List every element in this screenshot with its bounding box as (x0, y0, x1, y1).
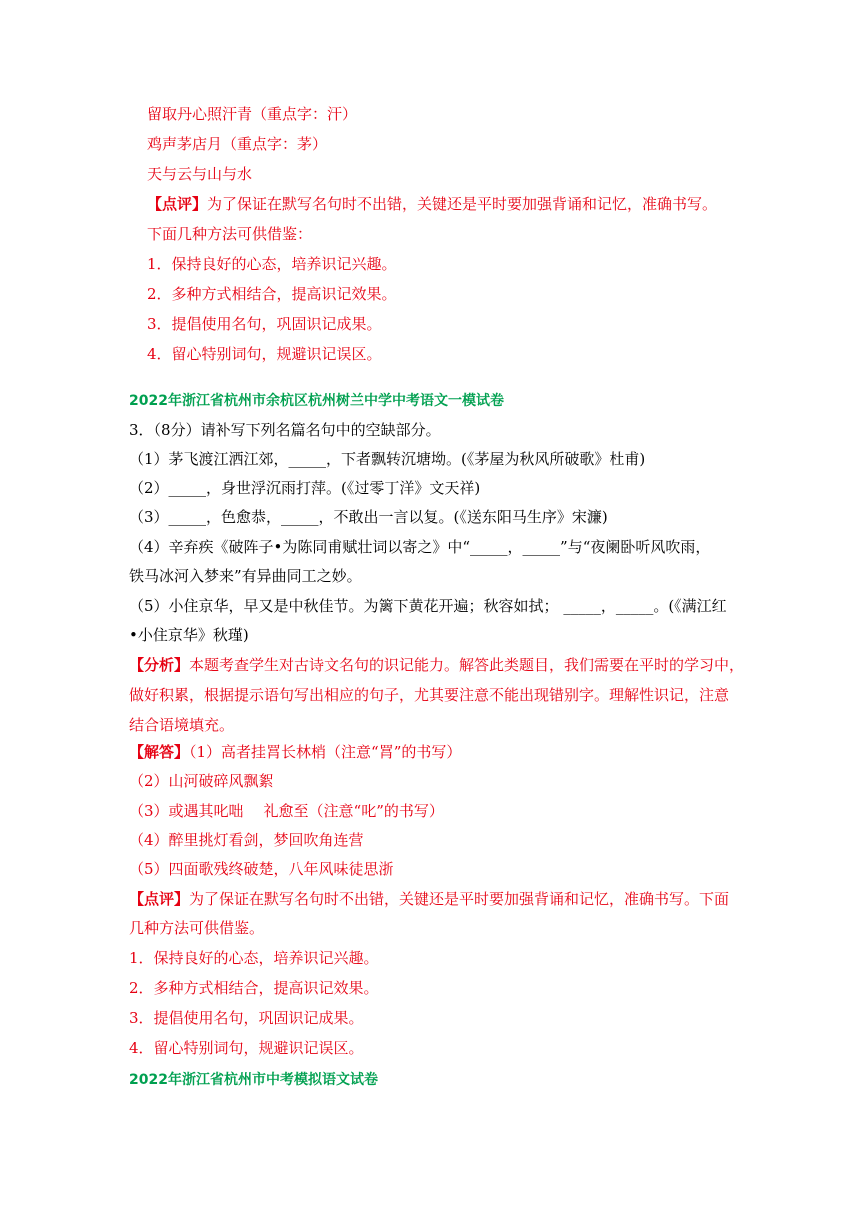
method-item: 1．保持良好的心态，培养识记兴趣。 (147, 255, 397, 273)
question-item-cont: •小住京华》秋瑾) (129, 626, 249, 644)
answer-line-3: 天与云与山与水 (147, 165, 253, 183)
comment-tag: 【点评】 (147, 195, 208, 213)
question-item: （2）_____，身世浮沉雨打萍。(《过零丁洋》文天祥) (129, 479, 481, 497)
method-item: 1．保持良好的心态，培养识记兴趣。 (129, 949, 379, 967)
comment-text: 为了保证在默写名句时不出错，关键还是平时要加强背诵和记忆，准确书写。下面 (189, 890, 730, 908)
answer-line-1: 留取丹心照汗青（重点字：汗） (147, 105, 358, 123)
answer-item-3-part2: 礼愈至（注意“叱”的书写） (263, 802, 444, 820)
method-item: 4．留心特别词句，规避识记误区。 (147, 345, 382, 363)
section-heading: 2022年浙江省杭州市余杭区杭州树兰中学中考语文一模试卷 (129, 393, 504, 409)
question-item: （1）茅飞渡江洒江郊，_____，下者飘转沉塘坳。(《茅屋为秋风所破歌》杜甫) (129, 450, 646, 468)
method-item: 3．提倡使用名句，巩固识记成果。 (147, 315, 382, 333)
analysis-tag: 【分析】 (129, 656, 190, 674)
answer-item-3 (129, 801, 444, 821)
section-heading: 2022年浙江省杭州市中考模拟语文试卷 (129, 1072, 378, 1088)
answer-item: （5）四面歌残终破楚，八年风味徒思浙 (129, 860, 394, 878)
analysis-line: 结合语境填充。 (129, 716, 235, 734)
answer-item: （2）山河破碎风飘絮 (129, 772, 274, 790)
question-item: （3）_____，色愈恭，_____，不敢出一言以复。(《送东阳马生序》宋濂) (129, 508, 608, 526)
answer-item-3-part1: （3）或遇其叱咄 (129, 802, 244, 820)
analysis-paragraph (129, 655, 744, 675)
answer-paragraph (129, 742, 461, 762)
question-item: （5）小住京华，早又是中秋佳节。为篱下黄花开遍；秋容如拭； _____，_____。(《满江红 (129, 597, 727, 615)
question-item-cont: 铁马冰河入梦来”有异曲同工之妙。 (129, 567, 362, 585)
answer-tag: 【解答】 (129, 743, 190, 761)
comment-paragraph (129, 889, 729, 909)
analysis-line: 做好积累，根据提示语句写出相应的句子，尤其要注意不能出现错别字。理解性识记，注意 (129, 686, 730, 704)
question-item: （4）辛弃疾《破阵子•为陈同甫赋壮词以寄之》中“_____，_____”与“夜阑卧听风吹雨， (129, 538, 711, 556)
methods-intro: 下面几种方法可供借鉴： (147, 225, 313, 243)
method-item: 4．留心特别词句，规避识记误区。 (129, 1039, 364, 1057)
comment-paragraph (147, 194, 717, 214)
comment-text: 为了保证在默写名句时不出错，关键还是平时要加强背诵和记忆，准确书写。 (207, 195, 718, 213)
method-item: 2．多种方式相结合，提高识记效果。 (147, 285, 397, 303)
question-stem: 3．（8分）请补写下列名篇名句中的空缺部分。 (129, 421, 441, 439)
analysis-text: 本题考查学生对古诗文名句的识记能力。解答此类题目，我们需要在平时的学习中， (189, 656, 745, 674)
answer-line-2: 鸡声茅店月（重点字：茅） (147, 135, 328, 153)
answer-item: （4）醉里挑灯看剑，梦回吹角连营 (129, 831, 364, 849)
method-item: 2．多种方式相结合，提高识记效果。 (129, 979, 379, 997)
answer-item: （1）高者挂罥长林梢（注意“罥”的书写） (189, 743, 462, 761)
comment-tag: 【点评】 (129, 890, 190, 908)
comment-line: 几种方法可供借鉴。 (129, 919, 265, 937)
method-item: 3．提倡使用名句，巩固识记成果。 (129, 1009, 364, 1027)
